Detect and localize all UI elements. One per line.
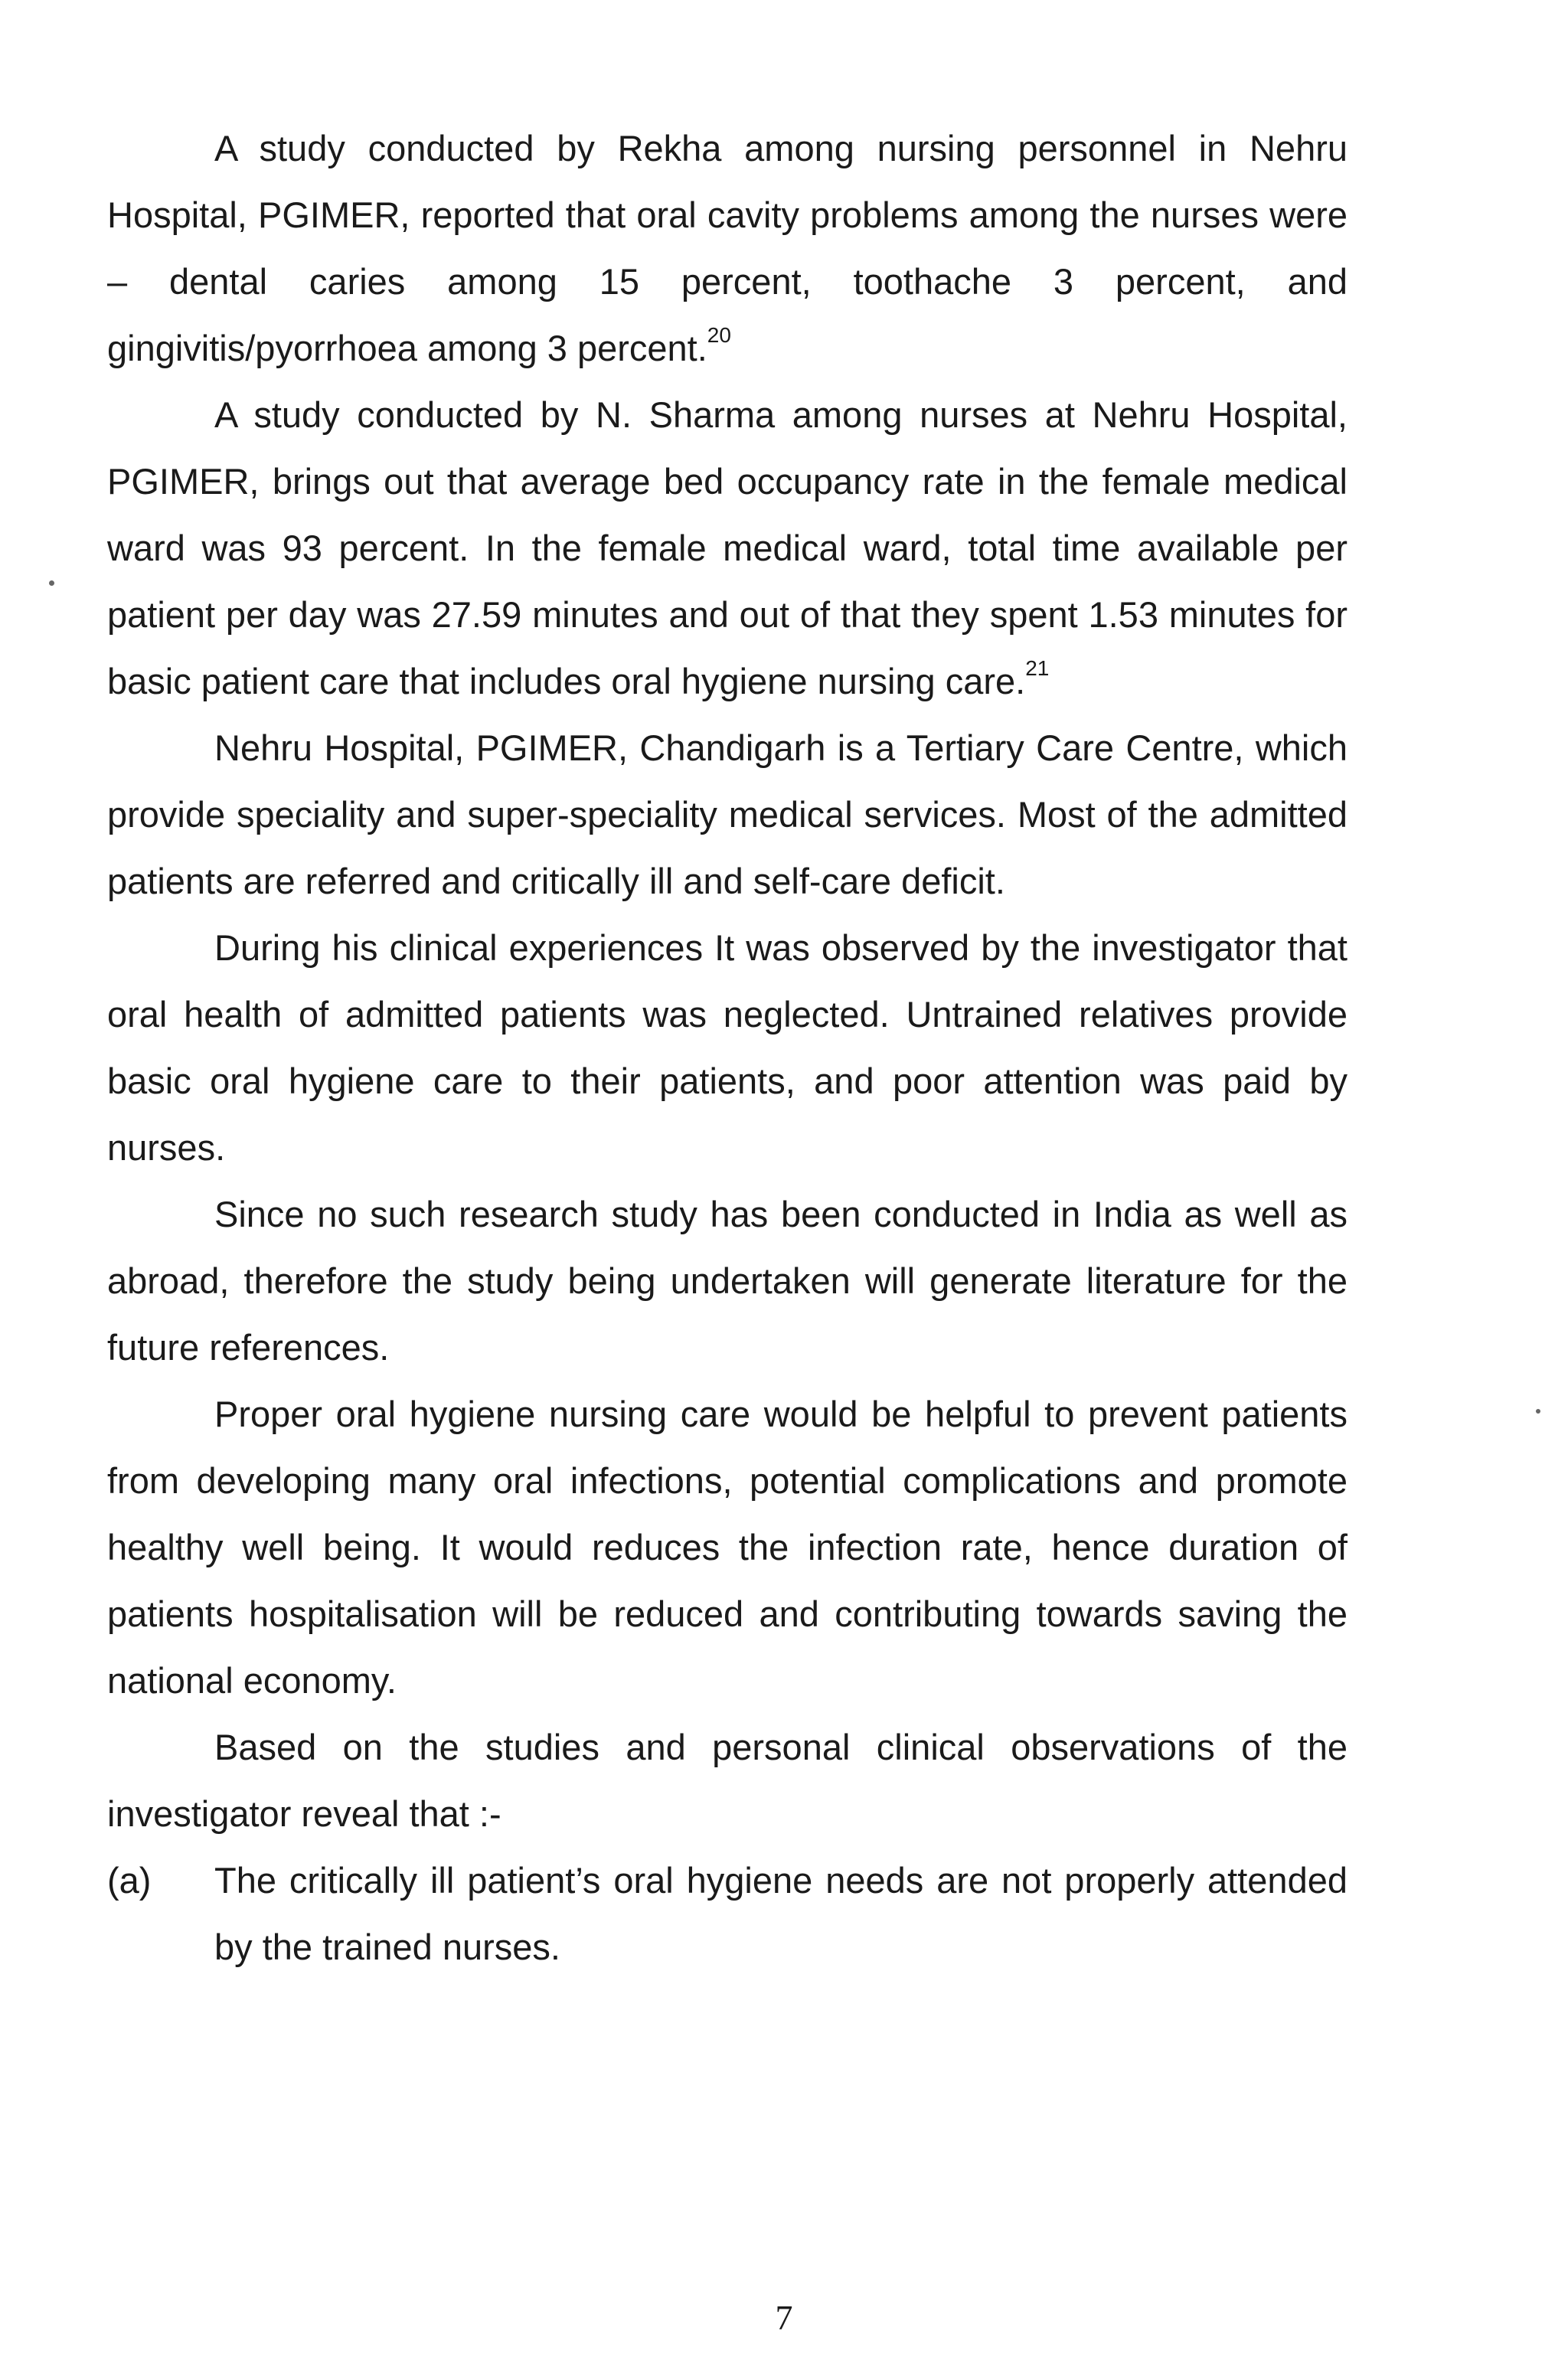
list-item-text: The critically ill patient’s oral hygiene needs are not properly attended by the trained nurses. [214, 1860, 1348, 1967]
page-number: 7 [775, 2298, 793, 2337]
paragraph-observations-intro [107, 1714, 1348, 1847]
paragraph-hospital-description [107, 714, 1348, 914]
paragraph-text: Nehru Hospital, PGIMER, Chandigarh is a Tertiary Care Centre, which provide speciality and super-speciality medical services. Most of the admitted patients are referred and critically ill and self-care deficit. [107, 727, 1348, 901]
citation-superscript: 20 [707, 323, 731, 347]
scan-speck [1536, 1409, 1540, 1414]
list-item [107, 1847, 1348, 1980]
document-body [107, 115, 1348, 1980]
paragraph-text: A study conducted by N. Sharma among nurses at Nehru Hospital, PGIMER, brings out that average bed occupancy rate in the female medical ward was 93 percent. In the female medical ward, total time available per patient per day was 27.59 minutes and out of that they spent 1.53 minutes for basic patient care that includes oral hygiene nursing care. [107, 394, 1348, 701]
paragraph-sharma-study [107, 381, 1348, 714]
paragraph-text: A study conducted by Rekha among nursing personnel in Nehru Hospital, PGIMER, reported that oral cavity problems among the nurses were – dental caries among 15 percent, toothache 3 percent, and gingivitis/pyorrhoea among 3 percent. [107, 128, 1348, 368]
paragraph-clinical-experience [107, 914, 1348, 1181]
paragraph-text: During his clinical experiences It was observed by the investigator that oral health of admitted patients was neglected. Untrained relatives provide basic oral hygiene care to their patients, and poor attention was paid by nurses. [107, 927, 1348, 1168]
scan-speck [49, 580, 54, 586]
paragraph-proper-oral-hygiene [107, 1381, 1348, 1714]
paragraph-text: Since no such research study has been conducted in India as well as abroad, therefore the study being undertaken will generate literature for the future references. [107, 1194, 1348, 1368]
list-marker: (a) [107, 1860, 152, 1901]
paragraph-text: Based on the studies and personal clinical observations of the investigator reveal that :- [107, 1727, 1348, 1834]
citation-superscript: 21 [1025, 656, 1050, 680]
paragraph-rekha-study [107, 115, 1348, 381]
paragraph-text: Proper oral hygiene nursing care would be helpful to prevent patients from developing many oral infections, potential complications and promote healthy well being. It would reduces the infection rate, hence duration of patients hospitalisation will be reduced and contributing towards saving the national economy. [107, 1394, 1348, 1701]
paragraph-no-prior-study [107, 1181, 1348, 1381]
